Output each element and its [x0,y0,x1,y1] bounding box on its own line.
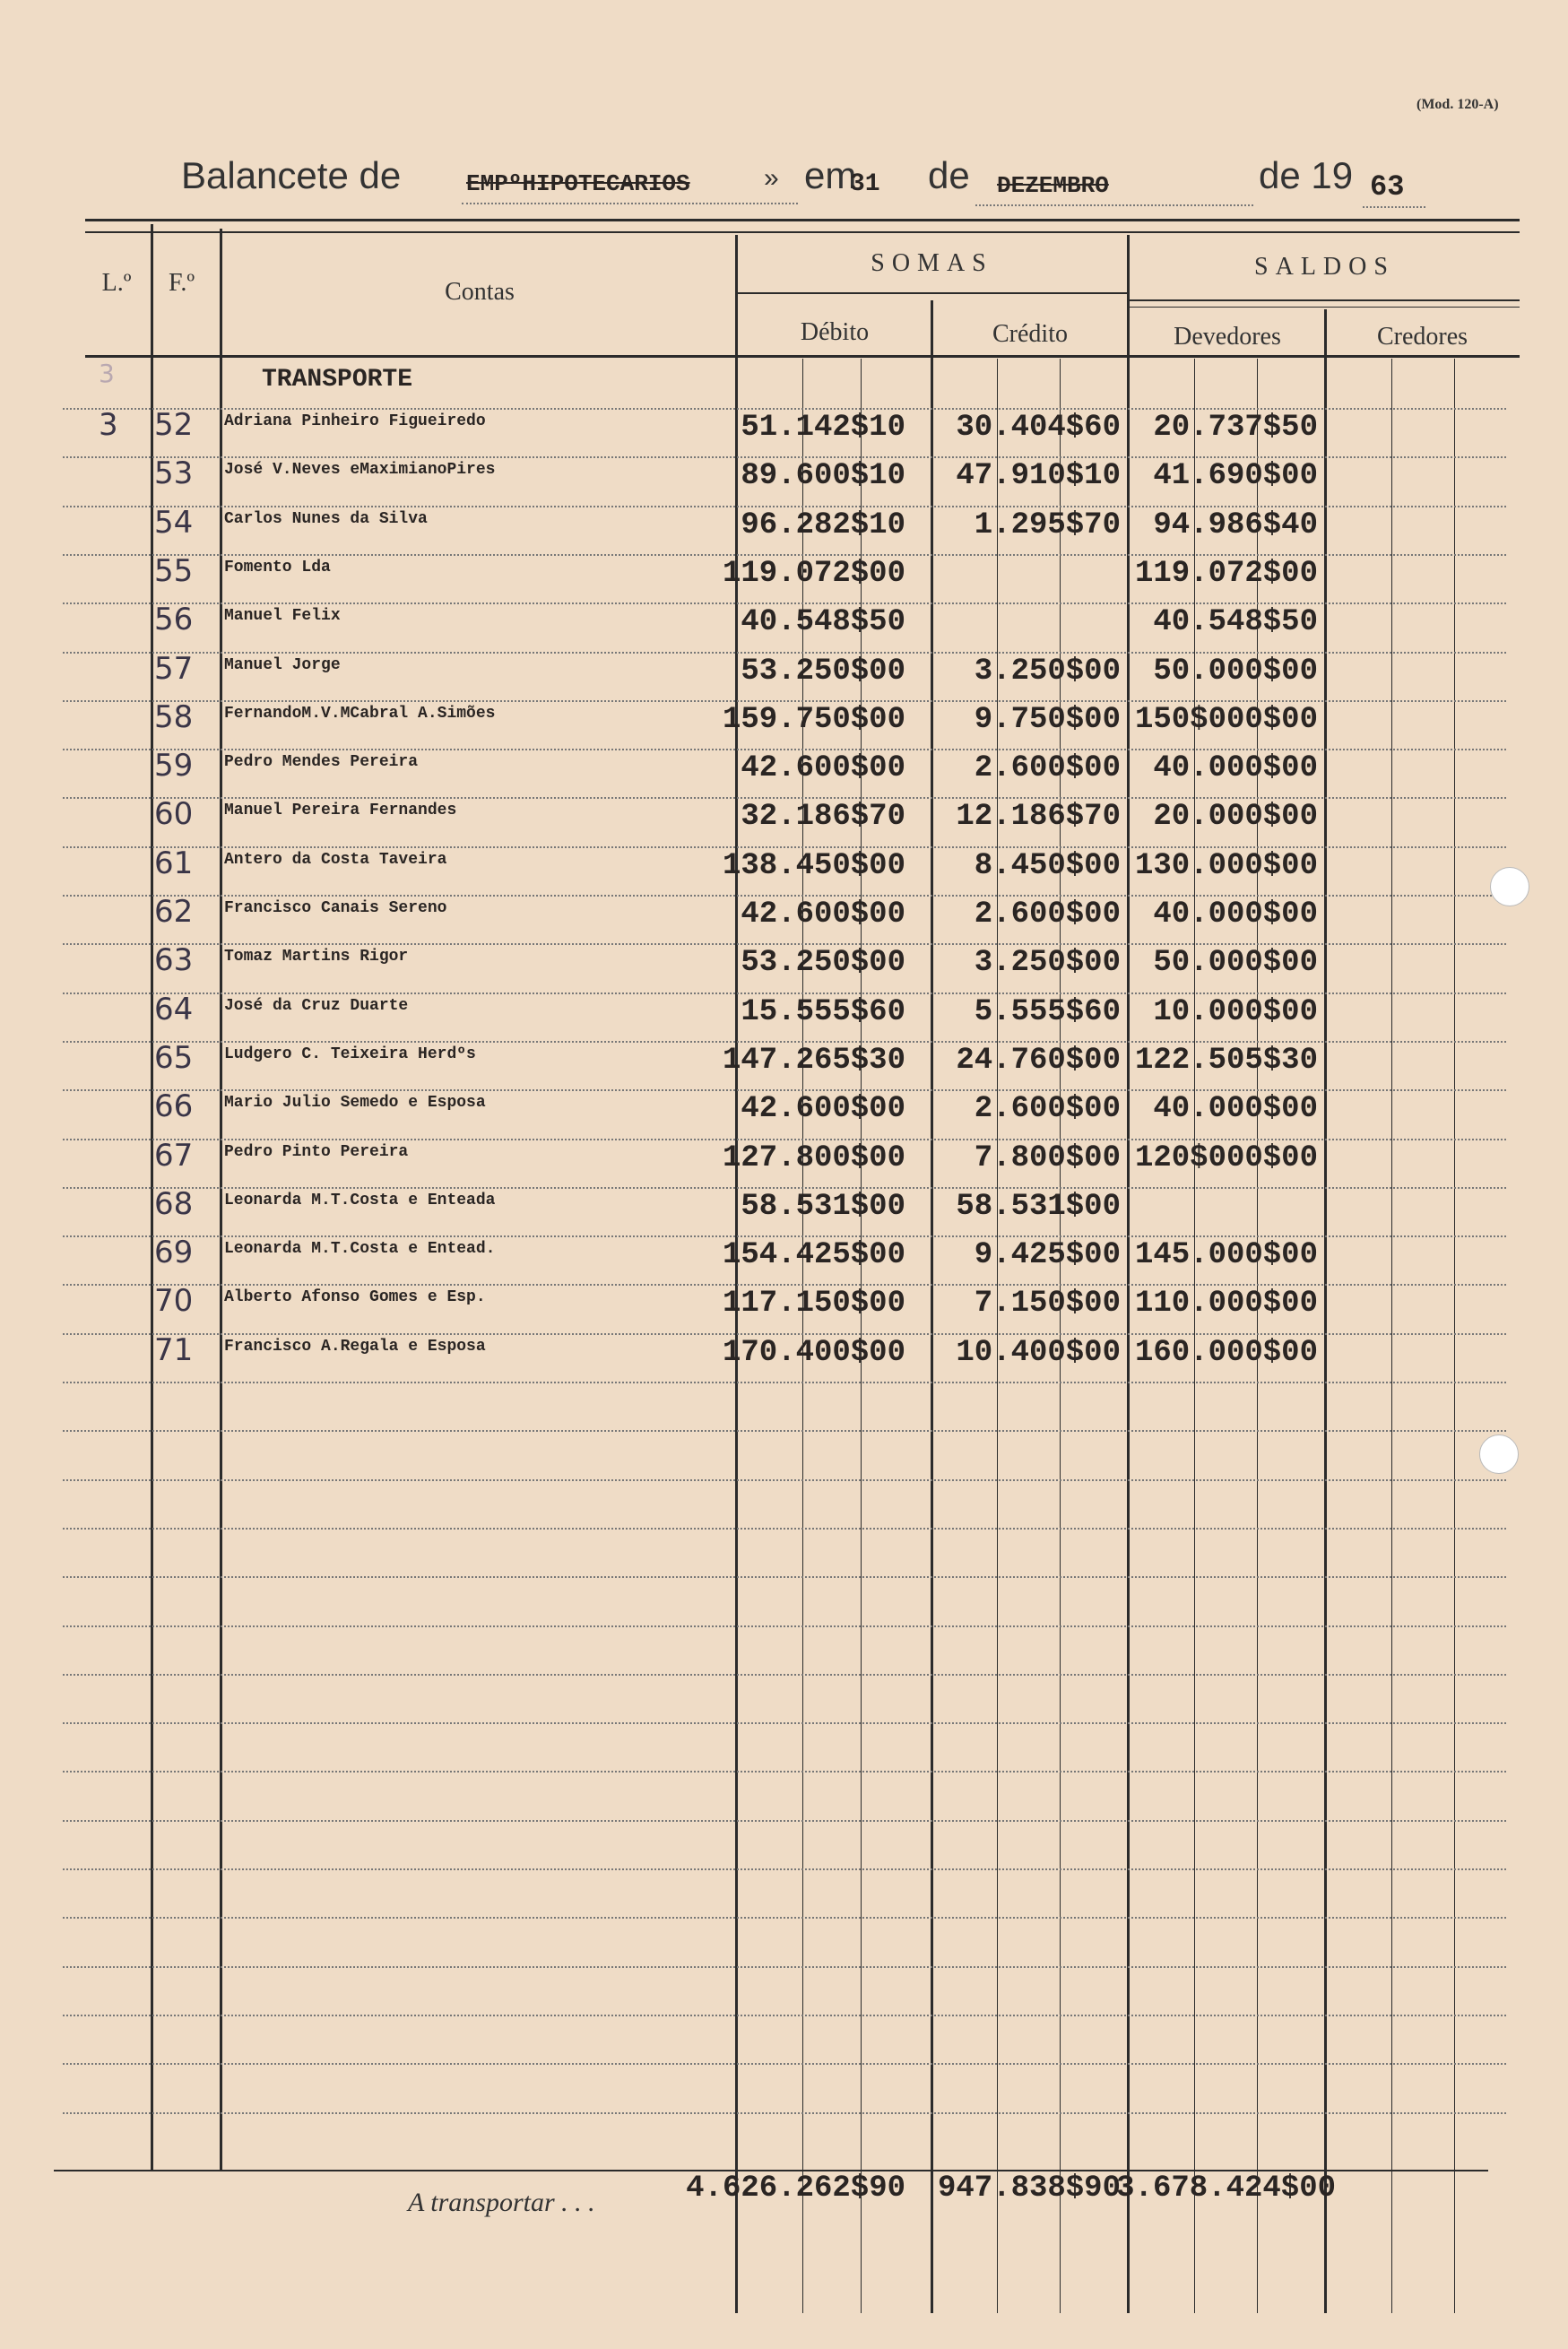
row-debito: 32.186$70 [741,800,905,834]
col-contas: Contas [445,278,515,306]
row-conta: Antero da Costa Taveira [224,851,447,869]
model-code: (Mod. 120-A) [1416,97,1499,112]
row-debito: 96.282$10 [741,508,905,542]
row-debito: 53.250$00 [741,946,905,980]
ruled-line [63,1382,1506,1383]
row-devedores: 10.000$00 [1153,995,1318,1029]
transporte-livro: 3 [99,359,115,388]
ruled-line [63,797,1506,799]
quote-mark: » [764,163,779,193]
col-devedores: Devedores [1174,323,1281,351]
row-devedores: 145.000$00 [1134,1238,1318,1272]
ruled-line [63,1139,1506,1140]
ruled-line [63,943,1506,945]
row-conta: Adriana Pinheiro Figueiredo [224,412,486,430]
row-credito: 9.425$00 [974,1238,1121,1272]
rule-contas-debito [735,235,738,2313]
row-livro: 3 [99,407,118,443]
ruled-line [63,1528,1506,1530]
row-credito: 9.750$00 [974,703,1121,737]
row-credito: 7.800$00 [974,1141,1121,1175]
ruled-line [63,1041,1506,1043]
row-debito: 138.450$00 [722,849,905,883]
row-credito: 58.531$00 [956,1190,1121,1224]
month-line [975,204,1253,206]
row-conta: Manuel Pereira Fernandes [224,802,457,819]
row-folha: 66 [154,1088,194,1124]
row-conta: José V.Neves eMaximianoPires [224,461,496,479]
row-folha: 71 [154,1332,194,1368]
row-folha: 57 [154,651,194,687]
row-conta: Tomaz Martins Rigor [224,948,409,966]
row-devedores: 94.986$40 [1153,508,1318,542]
somas-underline [737,292,1128,294]
row-debito: 119.072$00 [722,557,905,591]
total-debito: 4.626.262$90 [686,2171,905,2206]
row-folha: 63 [154,942,194,978]
punch-hole-bottom [1479,1435,1519,1474]
row-credito: 2.600$00 [974,751,1121,785]
row-folha: 55 [154,553,194,589]
col-debito: Débito [800,318,870,346]
header-bottom-rule [85,355,1520,358]
ruled-line [63,749,1506,750]
day-value: 31 [850,170,880,198]
row-conta: Manuel Jorge [224,656,341,674]
category-value: EMPºHIPOTECARIOS [466,170,690,197]
ruled-line [63,1479,1506,1481]
ruled-line [63,1820,1506,1822]
ruled-line [63,506,1506,507]
ruled-line [63,1187,1506,1189]
ruled-line [63,408,1506,410]
saldos-underline-2 [1130,307,1520,308]
category-line [462,203,798,204]
row-devedores: 41.690$00 [1153,459,1318,493]
row-devedores: 40.548$50 [1153,605,1318,639]
ruled-line [63,895,1506,897]
transportar-label: A transportar . . . [408,2188,595,2217]
row-folha: 58 [154,699,194,735]
row-credito: 7.150$00 [974,1287,1121,1321]
row-folha: 52 [154,407,194,443]
rule-folha-contas [220,229,222,2170]
row-debito: 42.600$00 [741,751,905,785]
row-conta: Leonarda M.T.Costa e Entead. [224,1240,496,1258]
em-label: em [804,154,857,196]
ruled-line [63,554,1506,556]
table-top-rule [85,219,1520,221]
transporte-label: TRANSPORTE [262,366,413,394]
row-conta: Alberto Afonso Gomes e Esp. [224,1288,486,1306]
year-label: de 19 [1259,154,1354,196]
row-debito: 159.750$00 [722,703,905,737]
col-credito: Crédito [992,320,1068,348]
row-debito: 58.531$00 [741,1190,905,1224]
row-folha: 61 [154,845,194,881]
row-credito: 1.295$70 [974,508,1121,542]
row-credito: 47.910$10 [956,459,1121,493]
de-label: de [928,154,970,196]
rule-credito-devedores [1127,235,1130,2313]
row-conta: Leonarda M.T.Costa e Enteada [224,1192,496,1209]
row-debito: 170.400$00 [722,1336,905,1370]
ruled-line [63,2015,1506,2016]
row-credito: 5.555$60 [974,995,1121,1029]
row-credito: 2.600$00 [974,897,1121,932]
row-credito: 3.250$00 [974,654,1121,689]
ruled-line [63,1625,1506,1627]
ruled-line [63,1284,1506,1286]
row-devedores: 50.000$00 [1153,654,1318,689]
row-conta: Pedro Pinto Pereira [224,1143,409,1161]
row-credito: 8.450$00 [974,849,1121,883]
row-conta: FernandoM.V.MCabral A.Simões [224,705,496,723]
rule-livro-folha [151,224,153,2170]
row-folha: 56 [154,602,194,637]
total-credito: 947.838$90 [937,2171,1121,2206]
row-conta: Fomento Lda [224,559,331,576]
row-devedores: 40.000$00 [1153,897,1318,932]
row-debito: 127.800$00 [722,1141,905,1175]
row-folha: 67 [154,1138,194,1174]
row-devedores: 50.000$00 [1153,946,1318,980]
ruled-line [63,1868,1506,1870]
row-folha: 64 [154,992,194,1027]
ruled-line [63,1722,1506,1724]
total-devedores: 3.678.424$00 [1116,2171,1336,2206]
ruled-line [63,1966,1506,1968]
row-debito: 89.600$10 [741,459,905,493]
ruled-line [63,992,1506,994]
row-conta: Ludgero C. Teixeira Herdºs [224,1045,476,1063]
row-folha: 60 [154,796,194,832]
row-devedores: 160.000$00 [1134,1336,1318,1370]
rule-devedores-credores [1324,309,1327,2313]
row-devedores: 110.000$00 [1134,1287,1318,1321]
row-devedores: 20.737$50 [1153,411,1318,445]
row-devedores: 40.000$00 [1153,1092,1318,1126]
row-folha: 65 [154,1040,194,1076]
row-devedores: 20.000$00 [1153,800,1318,834]
row-debito: 51.142$10 [741,411,905,445]
table-top-rule-2 [85,231,1520,233]
col-somas: SOMAS [871,249,993,277]
row-folha: 53 [154,455,194,491]
month-value: DEZEMBRO [997,172,1109,199]
row-conta: José da Cruz Duarte [224,997,409,1015]
col-saldos: SALDOS [1254,253,1395,281]
row-devedores: 120$000$00 [1134,1141,1318,1175]
row-folha: 68 [154,1186,194,1222]
ruled-line [63,652,1506,654]
row-conta: Francisco A.Regala e Esposa [224,1338,486,1356]
ruled-line [63,1430,1506,1432]
col-folha: F.º [168,269,195,297]
row-devedores: 150$000$00 [1134,703,1318,737]
year-suffix: 63 [1370,170,1405,204]
ruled-line [63,1917,1506,1919]
row-credito: 3.250$00 [974,946,1121,980]
year-line [1363,206,1425,208]
row-debito: 53.250$00 [741,654,905,689]
row-debito: 117.150$00 [722,1287,905,1321]
row-folha: 70 [154,1283,194,1319]
row-credito: 24.760$00 [956,1044,1121,1078]
col-credores: Credores [1376,323,1468,351]
row-conta: Carlos Nunes da Silva [224,510,428,528]
ruled-line [63,456,1506,458]
ruled-line [63,1771,1506,1773]
ruled-line [63,602,1506,604]
row-debito: 42.600$00 [741,897,905,932]
row-devedores: 130.000$00 [1134,849,1318,883]
row-debito: 147.265$30 [722,1044,905,1078]
row-credito: 30.404$60 [956,411,1121,445]
row-conta: Pedro Mendes Pereira [224,753,419,771]
row-devedores: 40.000$00 [1153,751,1318,785]
ruled-line [63,1333,1506,1335]
ruled-line [63,1235,1506,1237]
title-label: Balancete de [181,154,402,196]
col-livro: L.º [101,269,132,297]
row-credito: 2.600$00 [974,1092,1121,1126]
ruled-line [63,2063,1506,2065]
row-folha: 54 [154,505,194,541]
ruled-line [63,1089,1506,1091]
ruled-line [63,1576,1506,1578]
row-devedores: 119.072$00 [1134,557,1318,591]
ruled-line [63,846,1506,848]
row-conta: Mario Julio Semedo e Esposa [224,1094,486,1112]
row-folha: 59 [154,748,194,784]
ruled-line [63,2112,1506,2114]
row-debito: 15.555$60 [741,995,905,1029]
row-debito: 154.425$00 [722,1238,905,1272]
row-debito: 42.600$00 [741,1092,905,1126]
saldos-underline [1130,299,1520,301]
row-devedores: 122.505$30 [1134,1044,1318,1078]
row-debito: 40.548$50 [741,605,905,639]
ruled-line [63,1674,1506,1676]
row-credito: 10.400$00 [956,1336,1121,1370]
row-folha: 69 [154,1235,194,1270]
row-folha: 62 [154,894,194,930]
row-credito: 12.186$70 [956,800,1121,834]
row-conta: Manuel Felix [224,607,341,625]
ruled-line [63,700,1506,702]
row-conta: Francisco Canais Sereno [224,899,447,917]
punch-hole-top [1490,867,1529,906]
